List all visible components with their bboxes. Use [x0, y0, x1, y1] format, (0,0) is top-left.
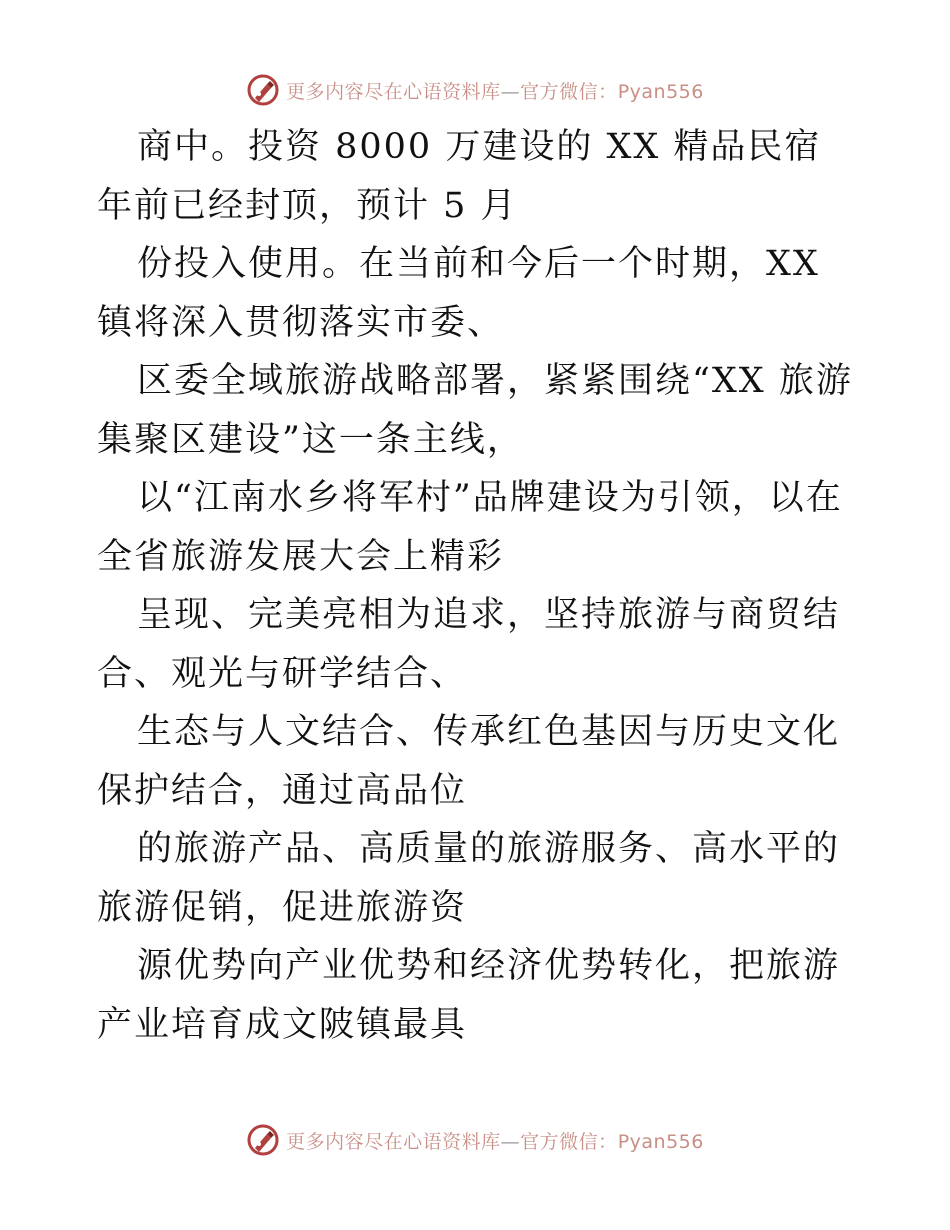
paragraph: 生态与人文结合、传承红色基因与历史文化保护结合，通过高品位 — [97, 712, 841, 811]
header-watermark — [0, 70, 950, 110]
watermark-text — [286, 1127, 704, 1154]
paragraph: 呈现、完美亮相为追求，坚持旅游与商贸结合、观光与研学结合、 — [97, 595, 841, 694]
document-body — [97, 118, 857, 1054]
footer-watermark — [0, 1120, 950, 1160]
pen-logo-icon — [246, 1123, 280, 1157]
pen-logo-icon — [246, 73, 280, 107]
watermark-wechat-id: Pyan556 — [617, 80, 704, 103]
watermark-dash: — — [500, 1130, 521, 1153]
paragraph: 区委全域旅游战略部署，紧紧围绕“XX 旅游集聚区建设”这一条主线， — [97, 361, 853, 460]
watermark-wechat-id: Pyan556 — [617, 1130, 704, 1153]
paragraph: 的旅游产品、高质量的旅游服务、高水平的旅游促销，促进旅游资 — [97, 829, 841, 928]
watermark-text — [286, 77, 704, 104]
paragraph: 商中。投资 8000 万建设的 XX 精品民宿年前已经封顶，预计 5 月 — [97, 127, 822, 226]
watermark-site-name: 更多内容尽在心语资料库 — [286, 1130, 501, 1153]
paragraph: 以“江南水乡将军村”品牌建设为引领，以在全省旅游发展大会上精彩 — [97, 478, 843, 577]
paragraph: 份投入使用。在当前和今后一个时期，XX 镇将深入贯彻落实市委、 — [97, 244, 820, 343]
watermark-site-name: 更多内容尽在心语资料库 — [286, 80, 501, 103]
watermark-dash: — — [500, 80, 521, 103]
paragraph: 源优势向产业优势和经济优势转化，把旅游产业培育成文陂镇最具 — [97, 946, 841, 1045]
watermark-wechat-label: 官方微信： — [520, 80, 618, 103]
watermark-wechat-label: 官方微信： — [520, 1130, 618, 1153]
